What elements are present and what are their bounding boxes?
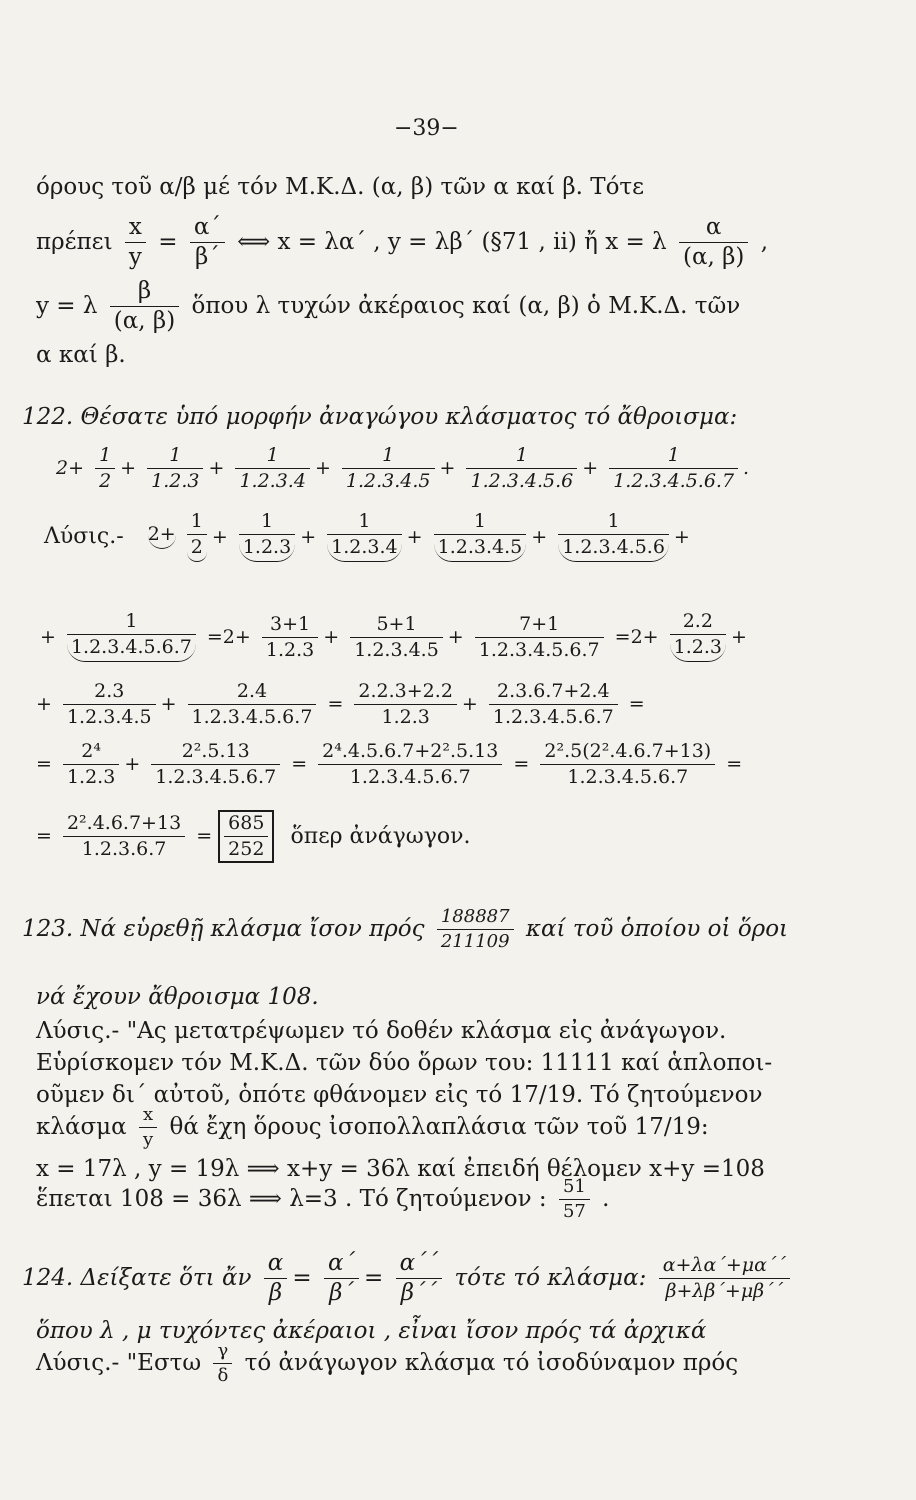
math-text: ⟺ x = λα΄ , y = λβ΄ (§71 , ii) ἤ x = λ (237, 229, 667, 255)
fraction-denominator: 57 (562, 1201, 586, 1222)
fraction-denominator: 1.2.3 (673, 636, 723, 658)
fraction (324, 1252, 359, 1305)
fraction-denominator: 211109 (440, 931, 510, 952)
math-text: 2+ (630, 625, 659, 648)
fraction-denominator: 1.2.3.4.5.6.7 (70, 636, 192, 658)
fraction-numerator: 2⁴ (63, 742, 119, 765)
fraction (350, 612, 443, 661)
fraction (318, 742, 502, 787)
fraction-numerator: 2².4.6.7+13 (63, 814, 185, 837)
fraction-numerator: 1 (235, 446, 309, 469)
math-text: + (300, 525, 317, 548)
text-line: Εὑρίσκομεν τόν Μ.Κ.Δ. τῶν δύο ὅρων του: 11111 καί ἁπλοποι- (36, 1050, 773, 1076)
math-text: = (292, 1265, 312, 1291)
fraction-numerator: 2.2.3+2.2 (354, 682, 456, 705)
fraction (434, 512, 527, 562)
fraction (437, 908, 514, 951)
math-text: + (406, 525, 423, 548)
fraction-numerator: 2.4 (188, 682, 317, 705)
math-text: ὅπου λ τυχών ἀκέραιος καί (α, β) ὁ Μ.Κ.Δ. τῶν (191, 293, 741, 319)
fraction-denominator: 1.2.3.4.5.6.7 (567, 766, 689, 788)
math-text: + (439, 457, 456, 479)
fraction (63, 814, 185, 859)
fraction (213, 1342, 232, 1385)
fraction-denominator: 1.2.3.4.5 (354, 638, 439, 661)
fraction-numerator: 2.2 (670, 612, 726, 635)
fraction (190, 216, 225, 269)
fraction-numerator: γ (213, 1342, 232, 1364)
math-text: + (211, 525, 228, 548)
math-text: y = λ (36, 293, 98, 319)
fraction (63, 742, 119, 787)
fraction (139, 1106, 157, 1149)
math-text: + (323, 625, 340, 648)
fraction (558, 512, 669, 562)
fraction (342, 446, 435, 491)
fraction-numerator: α΄΄ (396, 1252, 443, 1279)
solution-row-2 (40, 612, 747, 662)
fraction-numerator: 1 (239, 512, 295, 535)
fraction (125, 216, 146, 269)
fraction-numerator: 1 (558, 512, 669, 535)
fraction-denominator: 1.2.3 (242, 536, 292, 558)
math-text: + (582, 457, 599, 479)
text-line: όρους τοῦ α/β μέ τόν Μ.Κ.Δ. (α, β) τῶν α καί β. Τότε (36, 174, 645, 200)
math-text: τό ἀνάγωγον κλάσμα τό ἰσοδύναμον πρός (244, 1350, 739, 1376)
math-text: . (602, 1186, 610, 1212)
fraction-numerator: 1 (327, 512, 401, 535)
fraction-numerator: 3+1 (262, 615, 318, 638)
fraction-numerator: α+λα΄+μα΄΄ (659, 1256, 790, 1279)
math-text: Λύσις.- "Εστω (36, 1350, 202, 1376)
math-text: κλάσμα (36, 1114, 127, 1140)
fraction (235, 446, 309, 491)
fraction-numerator: 1 (609, 446, 738, 469)
fraction-denominator: β+λβ΄+μβ΄΄ (665, 1280, 784, 1302)
math-text: ἕπεται 108 = 36λ ⟹ λ=3 . Τό ζητούμενον : (36, 1186, 547, 1212)
math-text: = (158, 229, 178, 255)
fraction-denominator: 1.2.3.4.5 (345, 470, 431, 492)
fraction-denominator: 2 (190, 536, 203, 558)
fraction-numerator: 2.3 (63, 682, 156, 705)
fraction (475, 612, 604, 661)
boxed-result (218, 810, 274, 863)
fraction (151, 742, 280, 787)
math-text: 124. Δείξατε ὅτι ἄν (22, 1265, 252, 1291)
math-text: πρέπει (36, 229, 113, 255)
fraction-numerator: 2².5.13 (151, 742, 280, 765)
fraction (559, 1178, 590, 1221)
math-text: + (314, 457, 331, 479)
math-text: . (743, 457, 750, 479)
fraction (466, 446, 577, 491)
fraction (609, 446, 738, 491)
math-text: = (726, 753, 743, 775)
fraction-numerator: 1 (187, 512, 207, 535)
fraction-denominator: δ (217, 1365, 229, 1386)
fraction (67, 612, 196, 662)
fraction-numerator: α΄ (324, 1252, 359, 1279)
fraction-denominator: β΄΄ (400, 1280, 437, 1306)
text-line (36, 1106, 709, 1149)
math-text: + (731, 625, 747, 648)
fraction-numerator: 1 (342, 446, 435, 469)
fraction-denominator: 252 (228, 838, 265, 860)
math-text: θά ἔχη ὅρους ἰσοπολλαπλάσια τῶν τοῦ 17/19: (169, 1114, 709, 1140)
problem-heading (22, 1252, 795, 1305)
fraction-numerator: α (264, 1252, 288, 1279)
fraction (327, 512, 401, 562)
fraction-denominator: 1.2.3.4.5.6.7 (613, 470, 735, 492)
fraction (187, 512, 207, 562)
solution-row-1 (44, 512, 690, 562)
math-text: 2+ (56, 457, 85, 479)
text-line: νά ἔχουν ἄθροισμα 108. (36, 984, 319, 1010)
fraction-numerator: 7+1 (475, 615, 604, 638)
math-text: = (196, 825, 213, 847)
fraction (540, 742, 715, 787)
fraction-numerator: 1 (147, 446, 203, 469)
math-text: + (120, 457, 137, 479)
fraction-numerator: α (679, 216, 748, 243)
fraction-denominator: 1.2.3 (151, 470, 200, 492)
fraction-denominator: 1.2.3.4.5 (437, 536, 523, 558)
math-text: = (513, 753, 530, 775)
fraction (354, 682, 456, 727)
fraction-denominator: 1.2.3.4.5.6 (470, 470, 574, 492)
fraction-denominator: 1.2.3.4.5.6.7 (155, 766, 277, 788)
fraction-numerator: 1 (95, 446, 115, 469)
solution-row-4 (36, 742, 742, 787)
math-text: = (614, 625, 631, 648)
math-text: 123. Νά εὑρεθῇ κλάσμα ἴσον πρός (22, 916, 425, 942)
math-text: + (673, 525, 690, 548)
text-line: Λύσις.- "Ας μετατρέψωμεν τό δοθέν κλάσμα εἰς ἀνάγωγον. (36, 1018, 727, 1044)
math-text: = (36, 753, 52, 775)
fraction-denominator: 1.2.3.4.5 (66, 706, 152, 728)
fraction-numerator: 1 (67, 612, 196, 635)
fraction (659, 1256, 790, 1301)
text-line (36, 1178, 609, 1221)
solution-row-5 (36, 810, 470, 863)
math-text: ὅπερ ἀνάγωγον. (290, 823, 471, 849)
fraction-denominator: 1.2.3 (381, 706, 430, 728)
text-line: x = 17λ , y = 19λ ⟹ x+y = 36λ καί ἐπειδή θέλομεν x+y =108 (36, 1156, 765, 1182)
math-text: + (40, 625, 56, 648)
text-line: ὅπου λ , μ τυχόντες ἀκέραιοι , εἶναι ἴσον πρός τά ἀρχικά (36, 1318, 707, 1344)
math-text: + (531, 525, 548, 548)
text-line (36, 1342, 738, 1385)
fraction (670, 612, 726, 662)
fraction-denominator: 1.2.3.4.5.6.7 (478, 638, 600, 661)
fraction (110, 280, 179, 333)
math-text: , (760, 229, 768, 255)
fraction-denominator: 1.2.3.4.5.6.7 (191, 706, 313, 728)
fraction-denominator: 1.2.3.4.5.6 (562, 536, 665, 558)
fraction (95, 446, 115, 491)
math-text: + (447, 625, 464, 648)
math-text: 2+ (222, 625, 251, 648)
fraction-numerator: 2⁴.4.5.6.7+2².5.13 (318, 742, 502, 765)
fraction-numerator: 1 (466, 446, 577, 469)
math-text: = (291, 753, 308, 775)
sum-expression (56, 446, 749, 491)
fraction-numerator: 2².5(2².4.6.7+13) (540, 742, 715, 765)
fraction-denominator: 1.2.3 (265, 638, 315, 661)
fraction (63, 682, 156, 727)
math-text: + (208, 457, 225, 479)
math-text: τότε τό κλάσμα: (454, 1265, 647, 1291)
problem-heading: 122. Θέσατε ὑπό μορφήν ἀναγώγου κλάσματος τό ἄθροισμα: (22, 404, 738, 430)
fraction-denominator: β΄ (329, 1280, 354, 1306)
fraction-denominator: 2 (99, 470, 112, 492)
fraction-numerator: β (110, 280, 179, 307)
fraction-denominator: 1.2.3.4.5.6.7 (492, 706, 614, 728)
fraction (264, 1252, 288, 1305)
fraction (262, 612, 318, 661)
fraction-denominator: y (128, 244, 142, 270)
fraction-denominator: β (268, 1280, 283, 1306)
fraction-numerator: 5+1 (350, 615, 443, 638)
math-text: + (36, 693, 52, 715)
fraction-denominator: β΄ (194, 244, 220, 270)
math-text: 2+ (148, 525, 176, 549)
fraction (489, 682, 618, 727)
fraction-numerator: x (125, 216, 146, 243)
fraction-numerator: x (139, 1106, 157, 1128)
fraction (679, 216, 748, 269)
text-line: οῦμεν δι΄ αὐτοῦ, ὁπότε φθάνομεν εἰς τό 17/19. Τό ζητούμενον (36, 1082, 763, 1108)
math-text: + (160, 693, 177, 715)
text-line (36, 280, 740, 333)
fraction-numerator: 685 (224, 814, 268, 837)
fraction-numerator: 51 (559, 1178, 590, 1200)
fraction-denominator: 1.2.3.4.5.6.7 (349, 766, 471, 788)
math-text: = (363, 1265, 384, 1291)
solution-label: Λύσις.- (44, 524, 124, 549)
page-number: −39− (394, 116, 459, 141)
text-line: α καί β. (36, 342, 126, 368)
math-text: + (461, 693, 478, 715)
fraction-denominator: (α, β) (113, 308, 176, 334)
math-text: + (124, 753, 141, 775)
fraction-denominator: 1.2.3.6.7 (81, 838, 167, 860)
fraction-denominator: 1.2.3.4 (331, 536, 398, 558)
problem-heading (22, 908, 788, 951)
fraction-denominator: 1.2.3.4 (239, 470, 306, 492)
math-text: = (327, 693, 344, 715)
fraction (396, 1252, 443, 1305)
math-text: καί τοῦ ὁποίου οἱ ὅροι (525, 916, 789, 942)
solution-row-3 (36, 682, 645, 727)
fraction (147, 446, 203, 491)
math-text: = (206, 625, 223, 648)
fraction (239, 512, 295, 562)
fraction-numerator: 188887 (437, 908, 514, 930)
fraction (224, 814, 268, 859)
math-text: = (628, 693, 645, 715)
fraction-numerator: 1 (434, 512, 527, 535)
text-line (36, 216, 768, 269)
fraction-denominator: y (142, 1129, 154, 1150)
fraction-numerator: α΄ (190, 216, 225, 243)
fraction-denominator: 1.2.3 (66, 766, 116, 788)
fraction-numerator: 2.3.6.7+2.4 (489, 682, 618, 705)
fraction (188, 682, 317, 727)
math-text: = (36, 825, 52, 847)
fraction-denominator: (α, β) (682, 244, 745, 270)
